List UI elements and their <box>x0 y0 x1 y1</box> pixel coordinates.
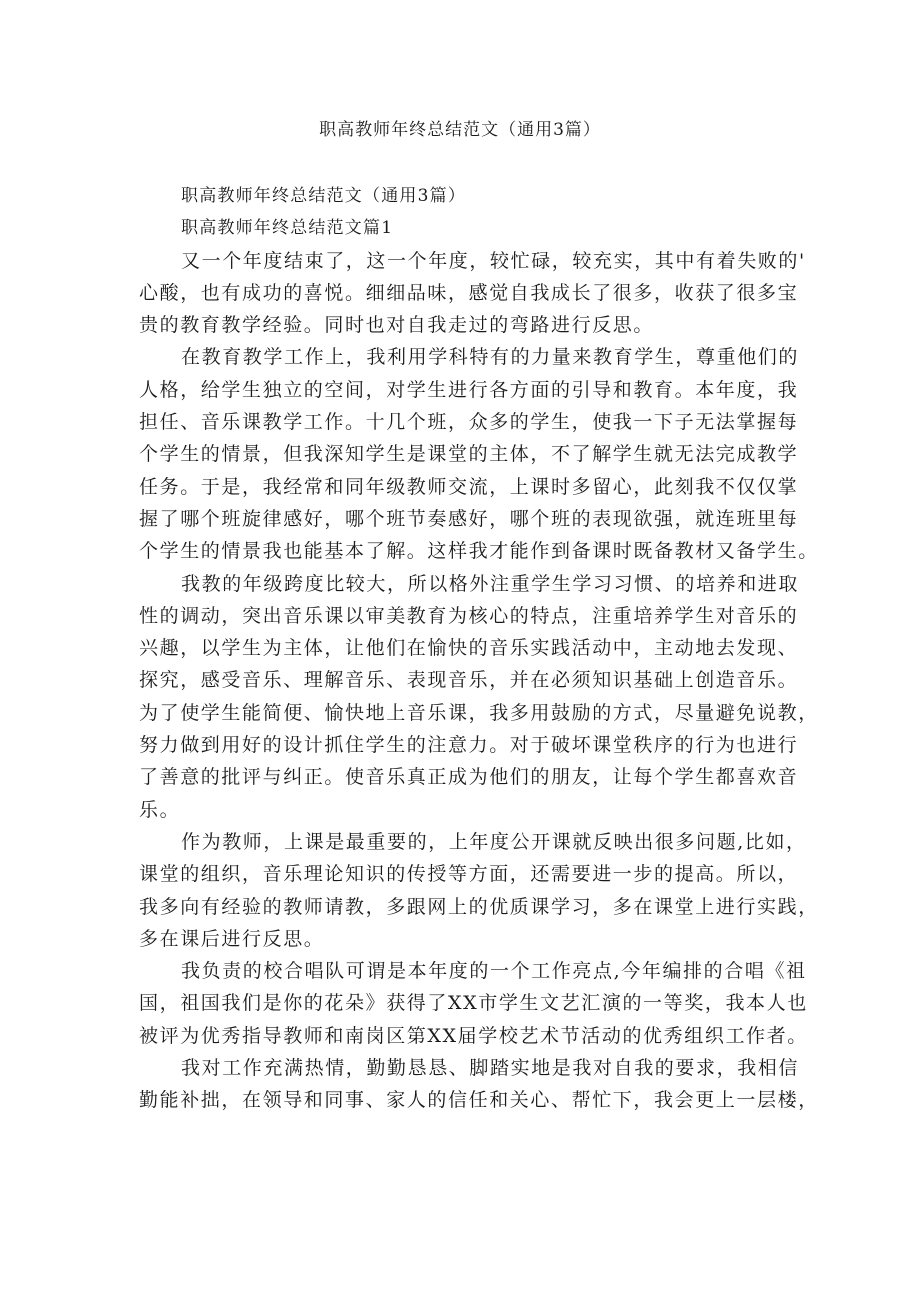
paragraph-line: 个学生的情景，但我深知学生是课堂的主体，不了解学生就无法完成教学 <box>139 443 799 466</box>
paragraph <box>139 1052 819 1117</box>
paragraph-line: 勤能补拙，在领导和同事、家人的信任和关心、帮忙下，我会更上一层楼， <box>139 1089 819 1112</box>
paragraph-line: 心酸，也有成功的喜悦。细细品味，感觉自我成长了很多，收获了很多宝 <box>139 281 799 304</box>
paragraph-line: 握了哪个班旋律感好，哪个班节奏感好，哪个班的表现欲强，就连班里每 <box>139 507 799 530</box>
paragraph <box>139 955 808 1052</box>
paragraph-line: 在教育教学工作上，我利用学科特有的力量来教育学生，尊重他们的 <box>181 346 800 369</box>
paragraph-line: 努力做到用好的设计抓住学生的注意力。对于破坏课堂秩序的行为也进行 <box>139 734 799 757</box>
paragraph <box>139 245 806 342</box>
paragraph-line: 乐。 <box>139 798 181 821</box>
paragraph-line: 被评为优秀指导教师和南岗区第XX届学校艺术节活动的优秀组织工作者。 <box>139 1024 808 1047</box>
paragraph-line: 性的调动，突出音乐课以审美教育为核心的特点，注重培养学生对音乐的 <box>139 604 799 627</box>
paragraph-line: 作为教师，上课是最重要的，上年度公开课就反映出很多问题,比如， <box>181 830 807 853</box>
paragraph-line: 贵的教育教学经验。同时也对自我走过的弯路进行反思。 <box>139 314 655 337</box>
paragraph-line: 个学生的情景我也能基本了解。这样我才能作到备课时既备教材又备学生。 <box>139 540 819 563</box>
paragraph-line: 多在课后进行反思。 <box>139 927 325 950</box>
document-body <box>139 180 819 1117</box>
paragraph-line: 我负责的校合唱队可谓是本年度的一个工作亮点,今年编排的合唱《祖 <box>181 960 807 983</box>
section-heading: 职高教师年终总结范文篇1 <box>181 218 394 239</box>
document-subtitle: 职高教师年终总结范文（通用3篇） <box>181 186 467 206</box>
paragraph-line: 了善意的批评与纠正。使音乐真正成为他们的朋友，让每个学生都喜欢音 <box>139 766 799 789</box>
paragraph-line: 国，祖国我们是你的花朵》获得了XX市学生文艺汇演的一等奖，我本人也 <box>139 992 808 1015</box>
paragraph <box>139 341 819 567</box>
paragraph-line: 担任、音乐课教学工作。十几个班，众多的学生，使我一下子无法掌握每 <box>139 411 799 434</box>
paragraph-line: 人格，给学生独立的空间，对学生进行各方面的引导和教育。本年度，我 <box>139 378 799 401</box>
paragraph <box>139 826 819 955</box>
paragraph-line: 又一个年度结束了，这一个年度，较忙碌，较充实，其中有着失败的' <box>181 249 806 272</box>
paragraph-line: 为了使学生能简便、愉快地上音乐课，我多用鼓励的方式，尽量避免说教， <box>139 701 819 724</box>
document-title: 职高教师年终总结范文（通用3篇） <box>319 120 601 140</box>
paragraph-line: 兴趣，以学生为主体，让他们在愉快的音乐实践活动中，主动地去发现、 <box>139 637 799 660</box>
paragraph-line: 任务。于是，我经常和同年级教师交流，上课时多留心，此刻我不仅仅掌 <box>139 475 799 498</box>
paragraph-line: 我教的年级跨度比较大，所以格外注重学生学习习惯、的培养和进取 <box>181 572 800 595</box>
paragraph-line: 我对工作充满热情，勤勤恳恳、脚踏实地是我对自我的要求，我相信 <box>181 1057 800 1080</box>
paragraph-line: 探究，感受音乐、理解音乐、表现音乐，并在必须知识基础上创造音乐。 <box>139 669 799 692</box>
paragraph-line: 课堂的组织，音乐理论知识的传授等方面，还需要进一步的提高。所以， <box>139 863 799 886</box>
paragraph <box>139 568 819 826</box>
paragraph-line: 我多向有经验的教师请教，多跟网上的优质课学习，多在课堂上进行实践， <box>139 895 819 918</box>
paragraphs-container <box>139 245 819 1117</box>
